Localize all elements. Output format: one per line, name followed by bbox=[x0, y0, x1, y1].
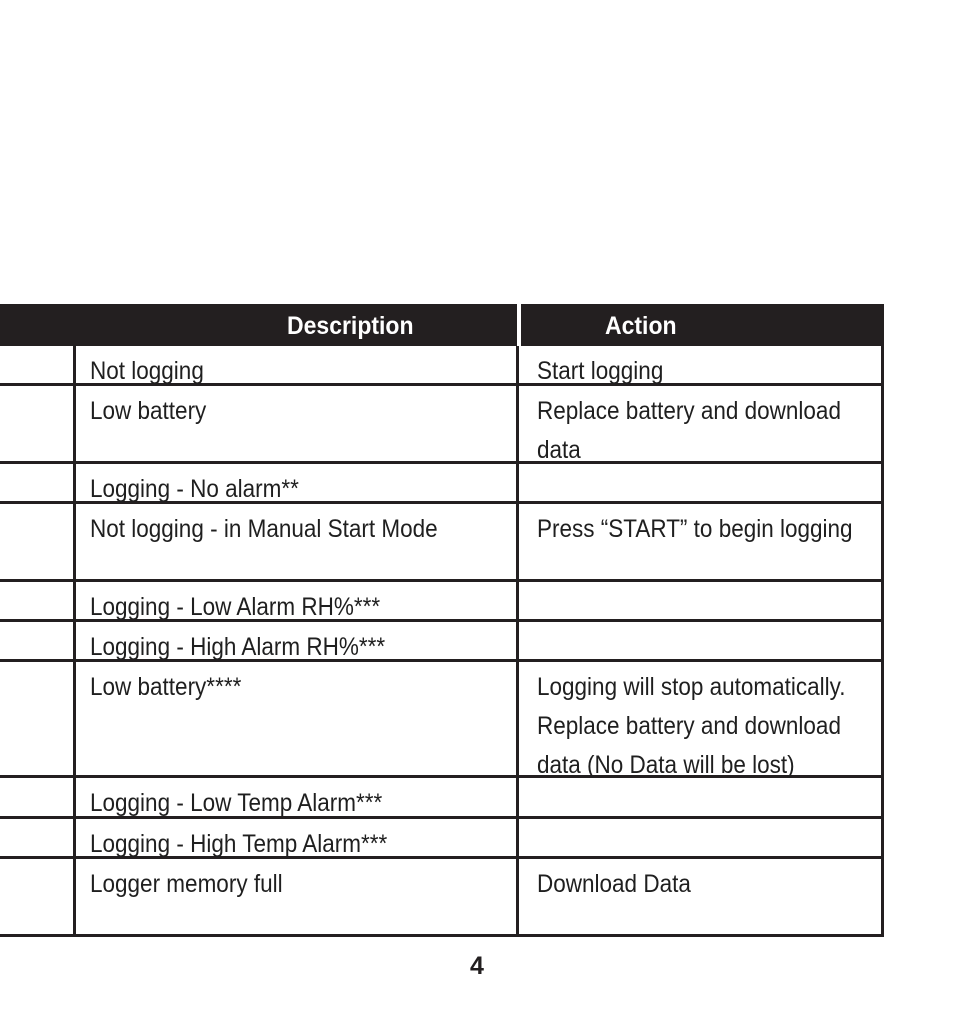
led-cell bbox=[0, 582, 73, 619]
table-row bbox=[0, 464, 884, 504]
table-header bbox=[0, 304, 884, 346]
description-text: Logging - Low Temp Alarm*** bbox=[90, 789, 383, 817]
description-cell bbox=[73, 386, 519, 461]
led-cell bbox=[0, 819, 73, 856]
led-cell bbox=[0, 346, 73, 383]
description-cell bbox=[73, 464, 519, 501]
description-cell bbox=[73, 778, 519, 816]
action-cell bbox=[519, 778, 884, 816]
header-action: Action bbox=[605, 312, 677, 340]
description-text: Logging - No alarm** bbox=[90, 475, 299, 503]
action-text: Start logging bbox=[537, 357, 664, 385]
action-cell bbox=[519, 859, 884, 934]
page-number: 4 bbox=[470, 952, 484, 980]
table-row bbox=[0, 819, 884, 859]
led-cell bbox=[0, 504, 73, 579]
action-cell bbox=[519, 662, 884, 779]
led-cell bbox=[0, 464, 73, 501]
description-cell bbox=[73, 859, 519, 934]
description-text: Low battery**** bbox=[90, 673, 242, 701]
action-cell bbox=[519, 386, 884, 464]
action-cell bbox=[519, 622, 884, 659]
action-text: Logging will stop automatically. bbox=[537, 673, 846, 701]
led-cell bbox=[0, 622, 73, 659]
action-cell bbox=[519, 464, 884, 501]
description-cell bbox=[73, 582, 519, 619]
description-text: Logger memory full bbox=[90, 870, 283, 898]
table-row bbox=[0, 582, 884, 622]
description-cell bbox=[73, 622, 519, 659]
description-text: Logging - Low Alarm RH%*** bbox=[90, 593, 381, 621]
table-row bbox=[0, 504, 884, 582]
description-text: Low battery bbox=[90, 397, 207, 425]
action-text: data bbox=[537, 436, 581, 464]
action-text: Replace battery and download bbox=[537, 397, 841, 425]
action-text: data (No Data will be lost) bbox=[537, 751, 795, 779]
description-cell bbox=[73, 346, 519, 383]
status-table bbox=[0, 304, 884, 937]
description-text: Logging - High Alarm RH%*** bbox=[90, 633, 386, 661]
description-cell bbox=[73, 819, 519, 856]
table-row bbox=[0, 386, 884, 464]
description-text: Not logging bbox=[90, 357, 204, 385]
description-text: Not logging - in Manual Start Mode bbox=[90, 515, 438, 543]
action-text: Press “START” to begin logging bbox=[537, 515, 853, 543]
description-cell bbox=[73, 662, 519, 775]
action-text: Replace battery and download bbox=[537, 712, 841, 740]
action-cell bbox=[519, 346, 884, 383]
led-cell bbox=[0, 859, 73, 934]
led-cell bbox=[0, 386, 73, 461]
table-row bbox=[0, 346, 884, 386]
action-text: Download Data bbox=[537, 870, 691, 898]
header-separator bbox=[517, 304, 521, 346]
action-cell bbox=[519, 504, 884, 579]
description-text: Logging - High Temp Alarm*** bbox=[90, 830, 388, 858]
action-cell bbox=[519, 819, 884, 856]
description-cell bbox=[73, 504, 519, 579]
table-row bbox=[0, 662, 884, 778]
led-cell bbox=[0, 662, 73, 775]
table-row bbox=[0, 622, 884, 662]
table-row bbox=[0, 778, 884, 819]
header-description: Description bbox=[287, 312, 414, 340]
table-row bbox=[0, 859, 884, 937]
led-cell bbox=[0, 778, 73, 816]
action-cell bbox=[519, 582, 884, 619]
